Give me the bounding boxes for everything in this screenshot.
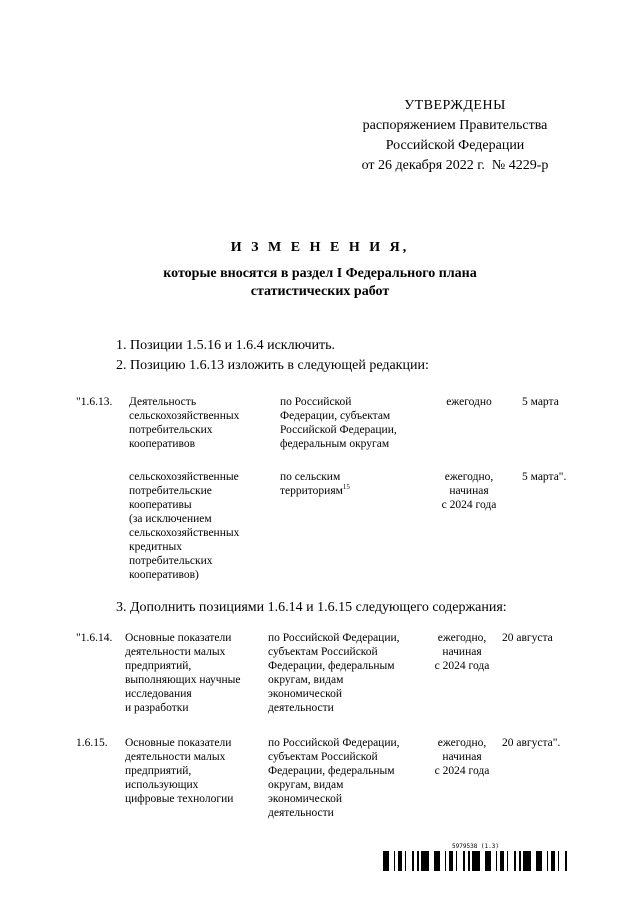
deadline: 5 марта <box>522 396 559 408</box>
indicator-name: Основные показатели деятельности малых предприятий, выполняющих научные исследования и разработки <box>125 632 241 714</box>
position-number: "1.6.14. <box>76 632 113 644</box>
barcode-bar <box>503 851 504 871</box>
breakdown-level: по Российской Федерации, субъектам Российской Федерации, федеральным округам, видам экономической деятельности <box>268 632 400 714</box>
barcode-bar <box>551 851 554 871</box>
periodicity: ежегодно, начиная с 2024 года <box>434 632 490 672</box>
barcode-bar <box>398 851 401 871</box>
barcode-bar <box>523 851 526 871</box>
barcode-bar <box>488 851 491 871</box>
barcode-bar <box>519 851 521 871</box>
barcode-bar <box>539 851 542 871</box>
barcode-bar <box>468 851 470 871</box>
barcode-bar <box>547 851 548 871</box>
barcode-number: 5979538 (1.3) <box>452 843 499 850</box>
approval-block <box>320 96 590 176</box>
barcode-bar <box>437 851 440 871</box>
subtitle-line: статистических работ <box>250 284 390 299</box>
barcode-bar <box>528 851 531 871</box>
position-number: "1.6.13. <box>76 396 113 408</box>
barcode-bar <box>449 851 452 871</box>
barcode-bar <box>507 851 508 871</box>
barcode-bar <box>463 851 465 871</box>
barcode-bar <box>554 851 555 871</box>
approval-line: Российской Федерации <box>385 138 525 153</box>
barcode-bar <box>456 851 457 871</box>
barcode-bar <box>445 851 446 871</box>
barcode-bar <box>412 851 414 871</box>
approval-date-number: от 26 декабря 2022 г. № 4229-р <box>361 158 549 173</box>
barcode-bar <box>514 851 516 871</box>
periodicity: ежегодно, начиная с 2024 года <box>434 737 490 777</box>
item-1: 1. Позиции 1.5.16 и 1.6.4 исключить. <box>116 338 336 353</box>
barcode-bar <box>401 851 402 871</box>
approval-heading: УТВЕРЖДЕНЫ <box>404 98 506 113</box>
barcode-bar <box>485 851 488 871</box>
deadline: 20 августа <box>502 632 553 644</box>
subtitle-line: которые вносятся в раздел I Федерального плана <box>163 266 477 281</box>
footnote-marker: 15 <box>342 483 350 492</box>
barcode-bar <box>475 851 477 871</box>
barcode-bar <box>424 851 426 871</box>
barcode-bar <box>426 851 429 871</box>
position-number: 1.6.15. <box>76 737 108 749</box>
barcode-bar <box>386 851 389 871</box>
barcode-bar <box>405 851 406 871</box>
barcode-bar <box>496 851 497 871</box>
periodicity: ежегодно, начиная с 2024 года <box>441 471 497 511</box>
barcode-bar <box>434 851 437 871</box>
table-row <box>76 736 576 906</box>
breakdown-level: по сельским территориям$^{15}$ <box>280 471 350 497</box>
barcode-bar <box>394 851 395 871</box>
document-title: И З М Е Н Е Н И Я, <box>230 240 410 255</box>
indicator-name: сельскохозяйственные потребительские кооперативы (за исключением сельскохозяйственных кредитных потребительских кооперативов) <box>129 471 240 581</box>
barcode-bars <box>383 851 568 871</box>
breakdown-level: по Российской Федерации, субъектам Российской Федерации, федеральным округам, видам экономической деятельности <box>268 737 400 819</box>
barcode-bar <box>421 851 424 871</box>
indicator-name: Деятельность сельскохозяйственных потребительских кооперативов <box>129 396 240 450</box>
barcode-bar <box>565 851 567 871</box>
breakdown-level: по Российской Федерации, субъектам Российской Федерации, федеральным округам <box>280 396 397 450</box>
barcode-bar <box>536 851 539 871</box>
barcode-bar <box>417 851 419 871</box>
barcode-bar <box>526 851 528 871</box>
barcode-bar <box>477 851 480 871</box>
barcode-bar <box>452 851 453 871</box>
indicator-name: Основные показатели деятельности малых предприятий, использующих цифровые технологии <box>125 737 234 805</box>
deadline: 5 марта". <box>522 471 567 483</box>
deadline: 20 августа". <box>502 737 561 749</box>
approval-line: распоряжением Правительства <box>362 118 548 133</box>
barcode <box>383 843 568 871</box>
barcode-bar <box>383 851 386 871</box>
item-3: 3. Дополнить позициями 1.6.14 и 1.6.15 следующего содержания: <box>116 600 507 615</box>
document-subtitle <box>100 265 540 301</box>
item-2: 2. Позицию 1.6.13 изложить в следующей редакции: <box>116 358 429 373</box>
periodicity: ежегодно <box>446 396 492 408</box>
barcode-bar <box>558 851 559 871</box>
barcode-bar <box>472 851 475 871</box>
barcode-bar <box>500 851 503 871</box>
